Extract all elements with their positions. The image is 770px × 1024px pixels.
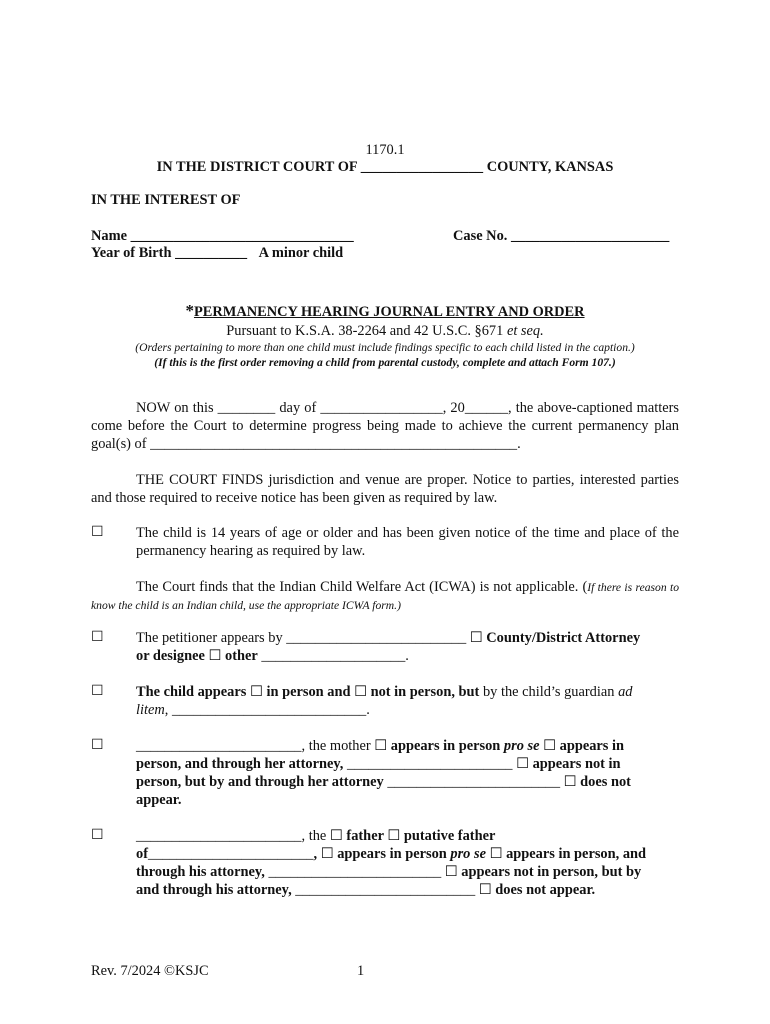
in-person-label: in person and [266, 684, 351, 700]
form-number: 1170.1 [365, 142, 405, 158]
pursuant-line [0, 322, 770, 340]
name-label: Name [91, 228, 127, 244]
checkbox-child-appears[interactable]: ☐ [91, 684, 104, 699]
other-label: other [225, 648, 258, 664]
case-label: Case No. [453, 228, 508, 244]
footer-revision: Rev. 7/2024 ©KSJC [91, 963, 209, 979]
name-line [91, 227, 354, 245]
checkbox-in-person[interactable]: ☐ [249, 684, 263, 700]
father-pro-se: pro se [450, 846, 486, 862]
checkbox-father-type[interactable]: ☐ [329, 828, 343, 844]
now-paragraph: NOW on this ________ day of _________________, 20______, the above-captioned matters come before the Court to determine progress being made to achieve the current permanency plan goal(s) of ___________________________________________________. [91, 400, 679, 452]
other-blank[interactable]: ____________________. [261, 648, 409, 664]
petitioner-blank[interactable]: _________________________ [286, 630, 467, 646]
father-label: father [346, 828, 384, 844]
litem-label: litem [136, 702, 165, 718]
father-of-blank[interactable]: _______________________ [148, 846, 314, 862]
not-in-person-label: not in person, but [370, 684, 480, 700]
father-paragraph: _______________________, the ☐ father ☐ putative father of_______________________, ☐ appears in person pro se ☐ appears in person, and through his attorney, ________________________ ☐ appears not in person, but by and through his attorney, _________________________ ☐ does not appear. [136, 828, 647, 898]
checkbox-child-14[interactable]: ☐ [91, 525, 104, 540]
mother-does-not: does not [580, 774, 631, 790]
checkbox-not-in-person[interactable]: ☐ [354, 684, 367, 700]
court-suffix: COUNTY, KANSAS [486, 159, 614, 175]
petitioner-paragraph [136, 629, 679, 665]
checkbox-mother-with-attorney[interactable]: ☐ [543, 738, 557, 754]
checkbox-petitioner[interactable]: ☐ [91, 630, 104, 645]
mother-paragraph [136, 737, 679, 809]
yob-label: Year of Birth [91, 245, 172, 261]
petitioner-prefix: The petitioner appears by [136, 630, 283, 646]
mother-line3: person, but by and through her attorney [136, 774, 384, 790]
father-line3: through his attorney, [136, 864, 265, 880]
note-first-order: (If this is the first order removing a child from parental custody, complete and attach Form 107.) [154, 356, 616, 369]
father-does-not-appear: does not appear. [495, 882, 596, 898]
et-seq: et seq. [506, 323, 544, 339]
ad-label: ad [618, 684, 633, 700]
mother-line2: person, and through her attorney, [136, 756, 344, 772]
case-blank[interactable]: ______________________ [510, 228, 670, 244]
checkbox-father-with-attorney[interactable]: ☐ [489, 846, 503, 862]
father-attorney-blank-2[interactable]: _________________________ [295, 882, 476, 898]
father-line4: and through his attorney, [136, 882, 292, 898]
county-attorney-label: County/District Attorney [486, 630, 641, 646]
icwa-text: The Court finds that the Indian Child Welfare Act (ICWA) is not applicable. ( [136, 579, 588, 595]
mother-appears-in-person: appears in person [390, 738, 501, 754]
child-appears-paragraph [136, 683, 679, 719]
page-number: 1 [357, 963, 365, 979]
mother-pro-se: pro se [503, 738, 540, 754]
mother-name-blank[interactable]: _______________________ [136, 738, 302, 754]
findings-paragraph: THE COURT FINDS jurisdiction and venue are proper. Notice to parties, interested parties and those required to receive notice has been given as required by law. [91, 472, 679, 506]
checkbox-mother-pro-se[interactable]: ☐ [374, 738, 388, 754]
father-appears-in-person: appears in person [337, 846, 447, 862]
father-appears-not: appears not in person, but by [461, 864, 642, 880]
icwa-paragraph [91, 578, 679, 614]
father-of-label: of [136, 846, 148, 862]
child-appears-label: The child appears [136, 684, 247, 700]
checkbox-father-pro-se[interactable]: ☐ [320, 846, 334, 862]
yob-blank[interactable]: __________ [175, 245, 248, 261]
note-multiple-children: (Orders pertaining to more than one child must include findings specific to each child listed in the caption.) [135, 341, 635, 354]
yob-line [91, 244, 343, 262]
title-star: * [185, 301, 194, 320]
checkbox-father-not-in-person[interactable]: ☐ [444, 864, 458, 880]
checkbox-mother-does-not-appear[interactable]: ☐ [563, 774, 577, 790]
mother-attorney-blank-1[interactable]: _______________________ [346, 756, 513, 772]
pursuant-text: Pursuant to K.S.A. 38-2264 and 42 U.S.C. §671 [226, 323, 504, 339]
name-blank[interactable]: _______________________________ [130, 228, 354, 244]
title-text: PERMANENCY HEARING JOURNAL ENTRY AND ORDER [193, 304, 585, 320]
father-appears-in-person-and: appears in person, and [506, 846, 647, 862]
checkbox-mother[interactable]: ☐ [91, 738, 104, 753]
mother-appear: appear. [136, 792, 182, 808]
minor-child: A minor child [258, 245, 344, 261]
mother-appears-in: appears in [559, 738, 624, 754]
checkbox-father-does-not-appear[interactable]: ☐ [478, 882, 492, 898]
checkbox-father[interactable]: ☐ [91, 828, 104, 843]
court-prefix: IN THE DISTRICT COURT OF [156, 159, 358, 175]
interest-of: IN THE INTEREST OF [91, 192, 241, 208]
mother-appears-not-in: appears not in [532, 756, 621, 772]
checkbox-county-attorney[interactable]: ☐ [469, 630, 483, 646]
or-designee-label: or designee [136, 648, 205, 664]
child-14-text: The child is 14 years of age or older and has been given notice of the time and place of the permanency hearing as required by law. [136, 525, 679, 559]
mother-attorney-blank-2[interactable]: ________________________ [387, 774, 561, 790]
document-title [0, 302, 770, 321]
court-heading [0, 158, 770, 176]
guardian-blank[interactable]: , ___________________________. [164, 702, 370, 718]
icwa-note: If there is reason to know the child is an Indian child, use the appropriate ICWA form.) [91, 581, 680, 612]
father-name-blank[interactable]: _______________________ [136, 828, 302, 844]
putative-father-label: putative father [403, 828, 496, 844]
checkbox-other[interactable]: ☐ [208, 648, 222, 664]
father-the-label: , the [301, 828, 327, 844]
father-attorney-blank-1[interactable]: ________________________ [268, 864, 442, 880]
checkbox-mother-not-in-person[interactable]: ☐ [516, 756, 529, 772]
by-guardian: by the child’s guardian [482, 684, 615, 700]
checkbox-putative-father[interactable]: ☐ [387, 828, 401, 844]
county-blank[interactable]: _________________ [360, 159, 484, 175]
the-mother-label: , the mother [301, 738, 371, 754]
case-line [453, 227, 669, 245]
